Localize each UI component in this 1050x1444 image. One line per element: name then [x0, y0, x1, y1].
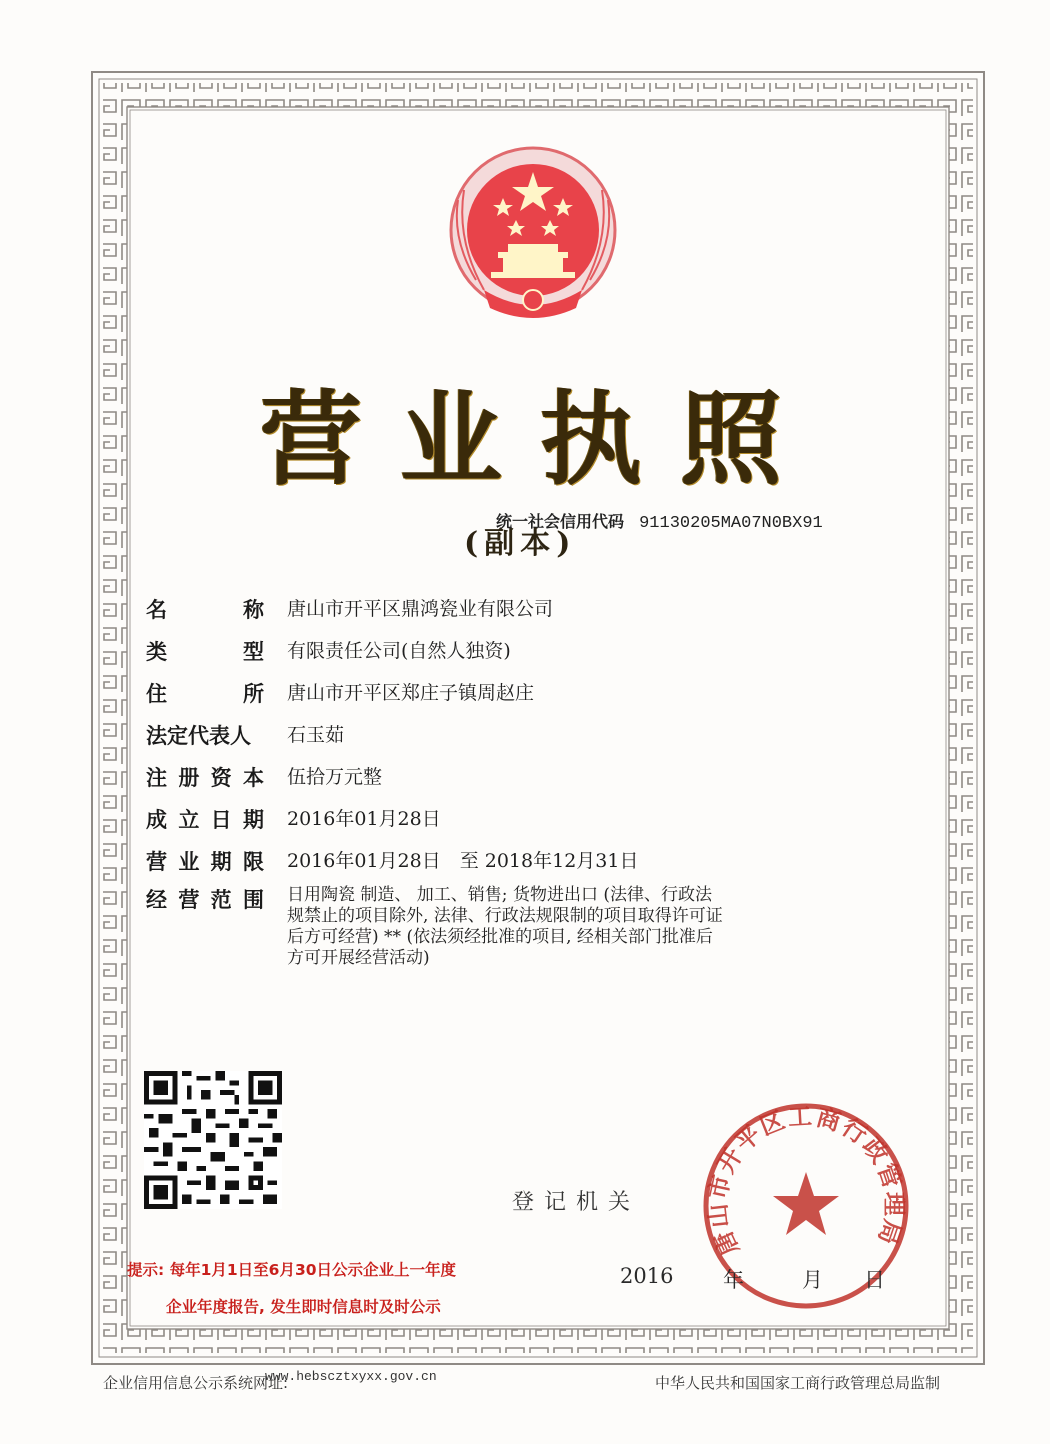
- year-unit: 年: [723, 1268, 744, 1292]
- annual-report-notice-line1: 提示: 每年1月1日至6月30日公示企业上一年度: [127, 1261, 457, 1279]
- copy-subtitle: (副本): [464, 526, 577, 561]
- issue-year: 2016: [620, 1264, 674, 1288]
- label-char: 经: [146, 888, 167, 912]
- seal-text: 唐山市开平区工商行政管理局: [703, 1102, 909, 1260]
- national-emblem: [446, 140, 621, 330]
- label-char: 名: [146, 598, 167, 622]
- field-label-type: [146, 636, 264, 666]
- label-text: 法定代表人: [146, 724, 251, 748]
- label-char: 资: [210, 766, 232, 790]
- month-unit: 月: [802, 1268, 823, 1292]
- label-char: 业: [178, 850, 200, 874]
- scope-line: 方可开展经营活动): [287, 948, 430, 968]
- label-char: 注: [146, 766, 167, 790]
- business-scope: [287, 885, 842, 969]
- label-char: 立: [178, 808, 200, 832]
- day-unit: 日: [864, 1268, 885, 1292]
- field-label-established: [146, 804, 264, 834]
- field-value-type: 有限责任公司(自然人独资): [287, 640, 511, 662]
- scope-line: 日用陶瓷 制造、 加工、销售; 货物进出口 (法律、行政法: [287, 885, 712, 905]
- field-label-capital: [146, 762, 264, 792]
- credit-code-row: [496, 509, 823, 533]
- label-char: 日: [210, 808, 232, 832]
- registration-authority-label: 登记机关: [512, 1190, 641, 1215]
- field-value-established: 2016年01月28日: [287, 808, 441, 830]
- field-label-address: [146, 678, 264, 708]
- document-title: 营业执照: [260, 380, 820, 500]
- field-label-term: [146, 846, 264, 876]
- label-char: 营: [178, 888, 200, 912]
- label-char: 类: [146, 640, 167, 664]
- field-value-address: 唐山市开平区郑庄子镇周赵庄: [287, 682, 535, 704]
- label-char: 围: [242, 888, 264, 912]
- field-label-legal-rep: [146, 720, 264, 750]
- field-value-term: 2016年01月28日 至 2018年12月31日: [287, 850, 639, 872]
- label-char: 本: [242, 766, 264, 790]
- credit-code-value: 91130205MA07N0BX91: [639, 514, 823, 533]
- scope-line: 规禁止的项目除外, 法律、行政法规限制的项目取得许可证: [287, 906, 723, 926]
- label-char: 成: [146, 808, 167, 832]
- field-value-capital: 伍拾万元整: [287, 766, 383, 788]
- field-label-scope: [146, 884, 264, 914]
- qr-code: [144, 1071, 282, 1209]
- label-char: 限: [242, 850, 264, 874]
- label-char: 住: [146, 682, 167, 706]
- label-char: 期: [210, 850, 232, 874]
- label-char: 称: [243, 598, 264, 622]
- label-char: 册: [178, 766, 200, 790]
- field-value-name: 唐山市开平区鼎鸿瓷业有限公司: [287, 598, 554, 620]
- credit-code-label: 统一社会信用代码: [496, 512, 625, 531]
- field-value-legal-rep: 石玉茹: [287, 724, 345, 746]
- footer-url[interactable]: www.hebscztxyxx.gov.cn: [265, 1369, 437, 1384]
- field-label-name: [146, 594, 264, 624]
- label-char: 所: [243, 682, 264, 706]
- annual-report-notice-line2: 企业年度报告, 发生即时信息时及时公示: [166, 1298, 441, 1316]
- label-char: 营: [146, 850, 167, 874]
- label-char: 范: [210, 888, 232, 912]
- label-char: 型: [243, 640, 264, 664]
- footer-supervisor: 中华人民共和国国家工商行政管理总局监制: [655, 1374, 941, 1392]
- scope-line: 后方可经营) ** (依法须经批准的项目, 经相关部门批准后: [287, 927, 713, 947]
- label-char: 期: [242, 808, 264, 832]
- footer-system-label: 企业信用信息公示系统网址:: [103, 1374, 289, 1392]
